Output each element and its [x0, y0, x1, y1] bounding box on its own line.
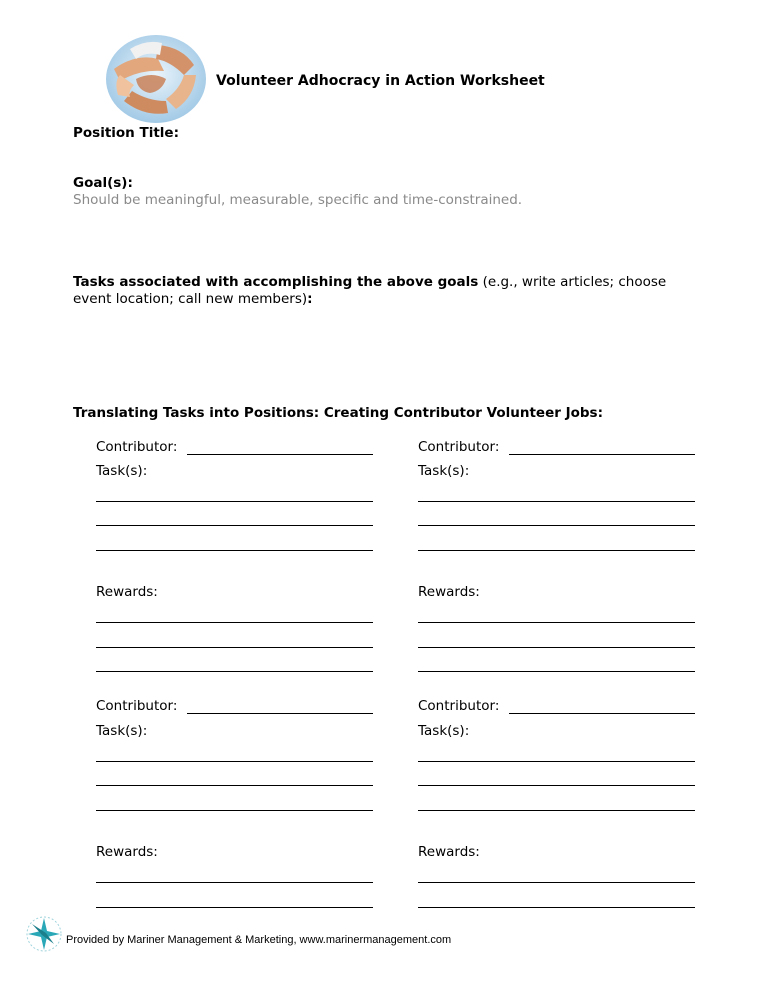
hands-circle-icon [106, 35, 206, 123]
rewards-label: Rewards: [96, 584, 158, 600]
footer-credit: Provided by Mariner Management & Marketing, www.marinermanagement.com [66, 934, 452, 946]
tasks-field-label: Task(s): [96, 463, 148, 479]
tasks-label-rest: (e.g., write articles; choose event location; call new members) [73, 274, 667, 307]
reward-line[interactable] [96, 671, 373, 672]
task-line[interactable] [96, 501, 373, 502]
task-line[interactable] [96, 550, 373, 551]
tasks-field-label: Task(s): [418, 463, 470, 479]
tasks-label-end: : [307, 291, 313, 307]
contributor-field[interactable] [509, 713, 695, 714]
task-line[interactable] [418, 501, 695, 502]
task-line[interactable] [96, 525, 373, 526]
tasks-field-label: Task(s): [418, 723, 470, 739]
reward-line[interactable] [96, 622, 373, 623]
tasks-label-bold: Tasks associated with accomplishing the above goals [73, 274, 479, 290]
contributor-label: Contributor: [418, 698, 500, 714]
reward-line[interactable] [96, 907, 373, 908]
contributor-label: Contributor: [96, 439, 178, 455]
task-line[interactable] [418, 761, 695, 762]
reward-line[interactable] [96, 647, 373, 648]
goals-label: Goal(s): [73, 175, 133, 191]
reward-line[interactable] [96, 882, 373, 883]
rewards-label: Rewards: [418, 584, 480, 600]
contributor-label: Contributor: [96, 698, 178, 714]
tasks-label [73, 274, 703, 308]
task-line[interactable] [418, 550, 695, 551]
position-title-label: Position Title: [73, 125, 179, 141]
contributor-field[interactable] [509, 454, 695, 455]
contributor-field[interactable] [187, 454, 373, 455]
mariner-star-icon [24, 914, 64, 954]
task-line[interactable] [96, 761, 373, 762]
contributor-field[interactable] [187, 713, 373, 714]
task-line[interactable] [96, 785, 373, 786]
reward-line[interactable] [418, 647, 695, 648]
tasks-field-label: Task(s): [96, 723, 148, 739]
reward-line[interactable] [418, 671, 695, 672]
task-line[interactable] [418, 810, 695, 811]
task-line[interactable] [418, 785, 695, 786]
translating-heading: Translating Tasks into Positions: Creating Contributor Volunteer Jobs: [73, 405, 603, 421]
rewards-label: Rewards: [96, 844, 158, 860]
task-line[interactable] [96, 810, 373, 811]
reward-line[interactable] [418, 907, 695, 908]
task-line[interactable] [418, 525, 695, 526]
reward-line[interactable] [418, 882, 695, 883]
contributor-label: Contributor: [418, 439, 500, 455]
page-title: Volunteer Adhocracy in Action Worksheet [216, 73, 545, 89]
goals-hint: Should be meaningful, measurable, specific and time-constrained. [73, 192, 523, 208]
rewards-label: Rewards: [418, 844, 480, 860]
reward-line[interactable] [418, 622, 695, 623]
